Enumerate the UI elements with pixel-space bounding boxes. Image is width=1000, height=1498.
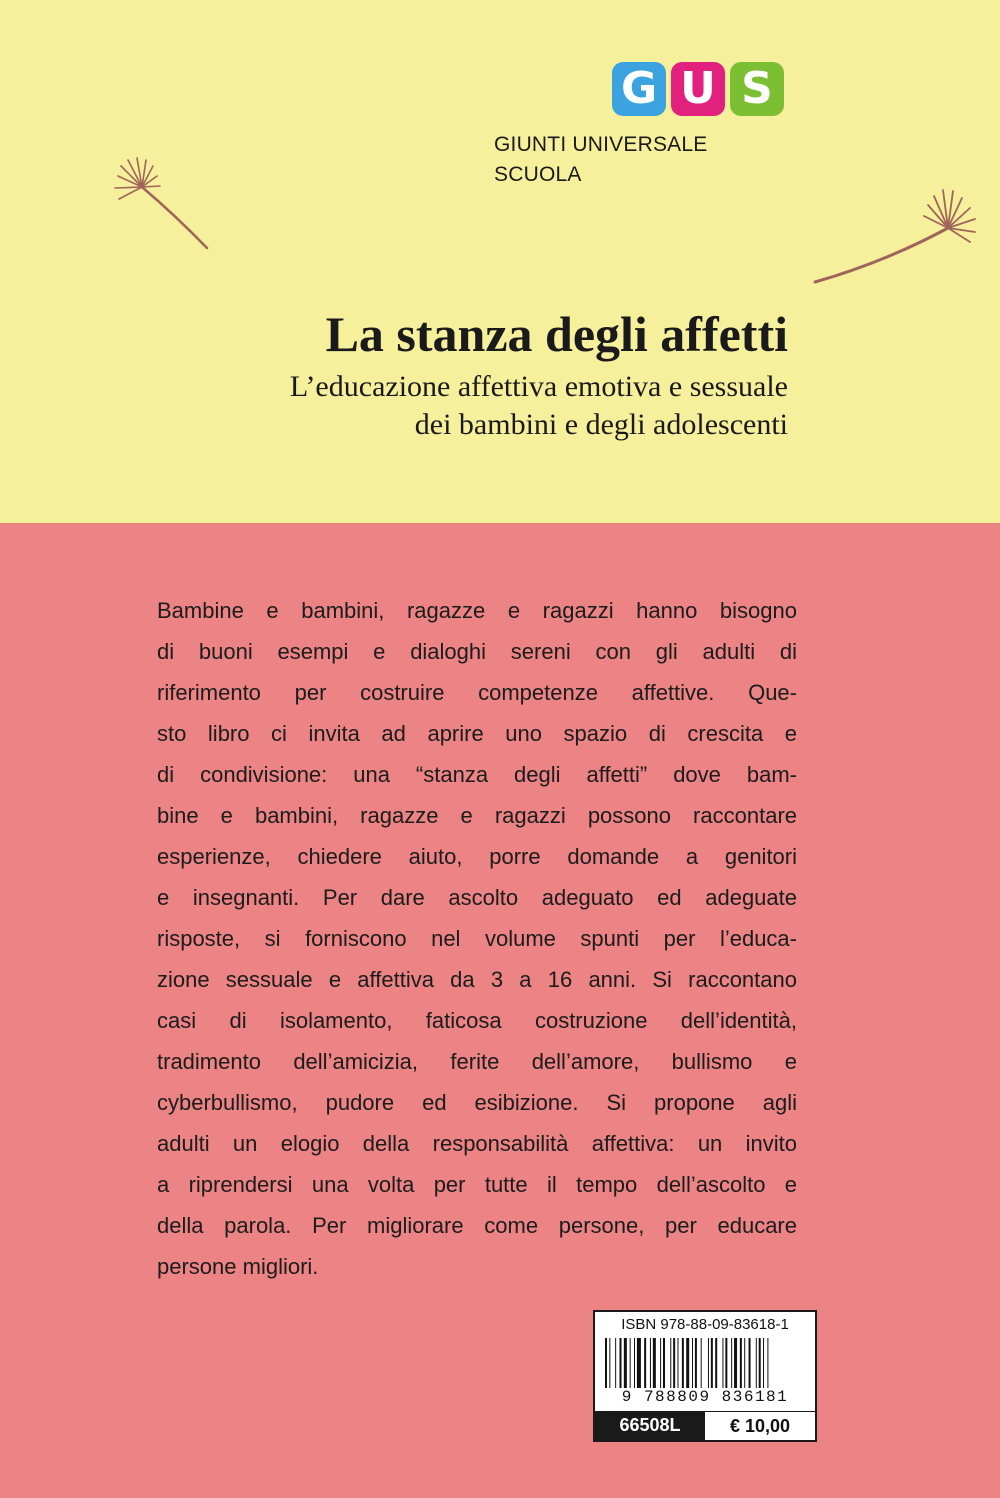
gus-logo (612, 62, 784, 116)
blurb-line: esperienze, chiedere aiuto, porre domande a genitori (157, 844, 797, 869)
blurb-line: cyberbullismo, pudore ed esibizione. Si propone agli (157, 1090, 797, 1115)
blurb-line: casi di isolamento, faticosa costruzione dell’identità, (157, 1008, 797, 1033)
blurb-line: riferimento per costruire competenze affettive. Que- (157, 680, 797, 705)
book-title: La stanza degli affetti (325, 306, 788, 362)
dandelion-seeds (0, 0, 1000, 523)
blurb-line: di condivisione: una “stanza degli affetti” dove bam- (157, 762, 797, 787)
isbn-label: ISBN 978-88-09-83618-1 (621, 1316, 789, 1333)
blurb-line: persone migliori. (157, 1254, 319, 1279)
price-label: € 10,00 (705, 1411, 815, 1440)
blurb-line: adulti un elogio della responsabilità affettiva: un invito (157, 1131, 797, 1156)
subtitle-line: dei bambini e degli adolescenti (414, 408, 788, 441)
blurb-line: a riprendersi una volta per tutte il tempo dell’ascolto e (157, 1172, 797, 1197)
logo-letter-g: G (612, 62, 666, 116)
publisher-name: GIUNTI UNIVERSALE SCUOLA (494, 133, 708, 186)
blurb-line: bine e bambini, ragazze e ragazzi possono raccontare (157, 803, 797, 828)
blurb-text (157, 590, 797, 1287)
subtitle-line: L’educazione affettiva emotiva e sessuale (289, 370, 788, 403)
dandelion-seed-icon (115, 158, 207, 248)
logo-letter-s: S (730, 62, 784, 116)
blurb-line: zione sessuale e affettiva da 3 a 16 anni. Si raccontano (157, 967, 797, 992)
barcode-box (593, 1310, 817, 1442)
blurb-line: e insegnanti. Per dare ascolto adeguato ed adeguate (157, 885, 797, 910)
logo-letter-u: U (671, 62, 725, 116)
blurb-line: della parola. Per migliorare come persone, per educare (157, 1213, 797, 1238)
blurb-line: tradimento dell’amicizia, ferite dell’amore, bullismo e (157, 1049, 797, 1074)
blurb-line: di buoni esempi e dialoghi sereni con gli adulti di (157, 639, 797, 664)
book-subtitle (88, 368, 788, 444)
dandelion-seed-icon (815, 190, 975, 282)
barcode-icon (605, 1338, 805, 1388)
product-code: 66508L (595, 1411, 705, 1440)
blurb-line: sto libro ci invita ad aprire uno spazio di crescita e (157, 721, 797, 746)
blurb-line: Bambine e bambini, ragazze e ragazzi hanno bisogno (157, 598, 797, 623)
barcode-digits: 9 788809 836181 (621, 1388, 789, 1406)
blurb-line: risposte, si forniscono nel volume spunti per l’educa- (157, 926, 797, 951)
